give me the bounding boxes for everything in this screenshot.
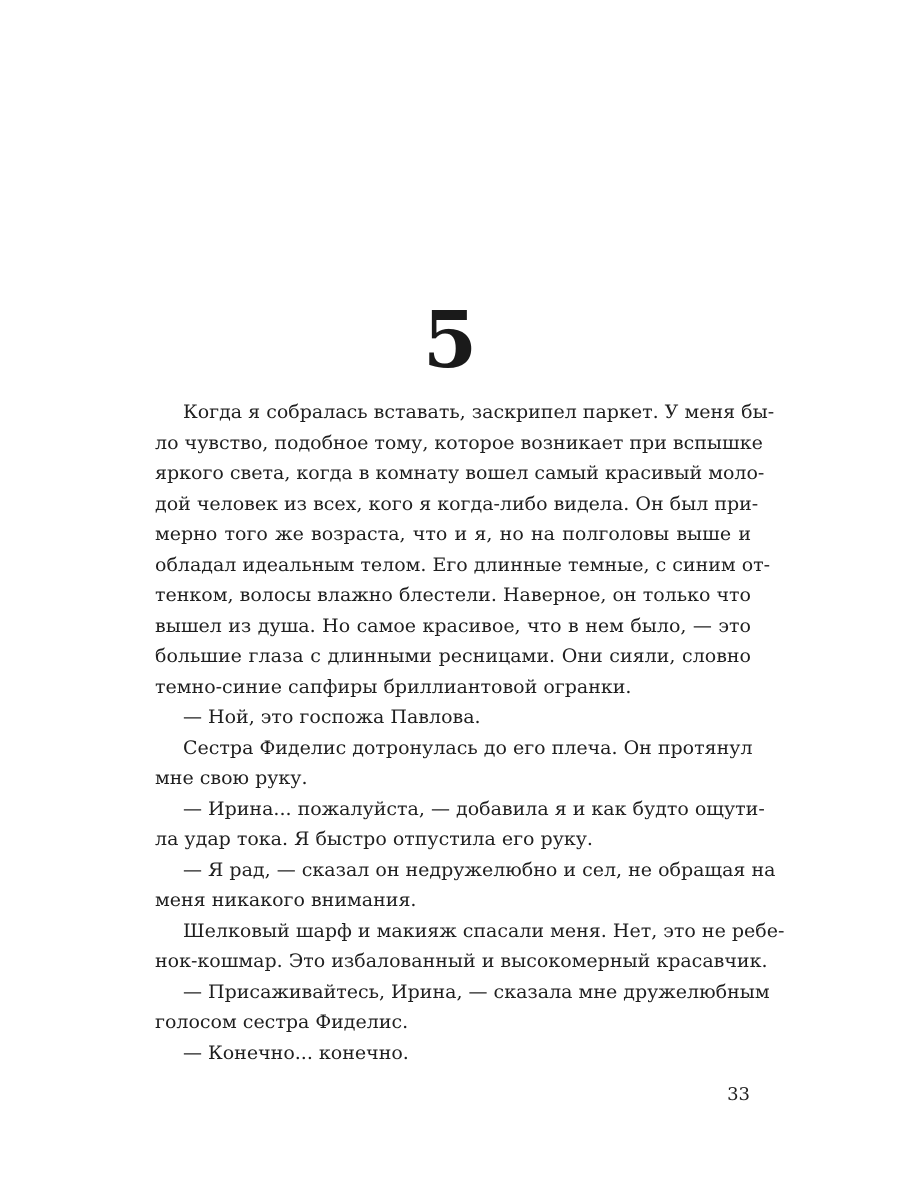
text-line: Шелковый шарф и макияж спасали меня. Нет, это не ребе- [183,919,785,942]
text-line: голосом сестра Фиделис. [155,1011,409,1033]
text-line: большие глаза с длинными ресницами. Они сияли, словно [155,645,751,667]
text-line: Когда я собралась вставать, заскрипел паркет. У меня бы- [183,401,775,423]
text-line: яркого света, когда в комнату вошел самый красивый моло- [155,462,765,484]
text-line: меня никакого внимания. [155,889,417,911]
page-number: 33 [727,1084,750,1105]
dialogue-line: — Я рад, — сказал он недружелюбно и сел, не обращая на [183,858,776,881]
text-line: нок-кошмар. Это избалованный и высокомерный красавчик. [155,950,768,972]
dialogue-line: — Ной, это госпожа Павлова. [183,706,481,728]
dialogue-line: — Присаживайтесь, Ирина, — сказала мне дружелюбным [183,980,770,1003]
text-line: Сестра Фиделис дотронулась до его плеча. Он протянул [183,736,753,759]
text-line: темно-синие сапфиры бриллиантовой огранки. [155,675,632,698]
text-line: дой человек из всех, кого я когда-либо видела. Он был при- [155,492,759,515]
text-line: мне свою руку. [155,767,308,789]
text-line: обладал идеальным телом. Его длинные темные, с синим от- [155,553,771,576]
text-line: вышел из душа. Но самое красивое, что в нем было, — это [155,614,751,637]
text-line: мерно того же возраста, что и я, но на полголовы выше и [155,523,751,545]
dialogue-line: — Конечно... конечно. [183,1041,409,1064]
text-line: ла удар тока. Я быстро отпустила его руку. [155,828,593,850]
text-line: тенком, волосы влажно блестели. Наверное, он только что [155,584,751,606]
dialogue-line: — Ирина... пожалуйста, — добавила я и как будто ощути- [183,797,765,820]
chapter-text [155,397,785,1068]
text-line: ло чувство, подобное тому, которое возникает при вспышке [155,431,763,454]
chapter-number: 5 [422,295,478,386]
